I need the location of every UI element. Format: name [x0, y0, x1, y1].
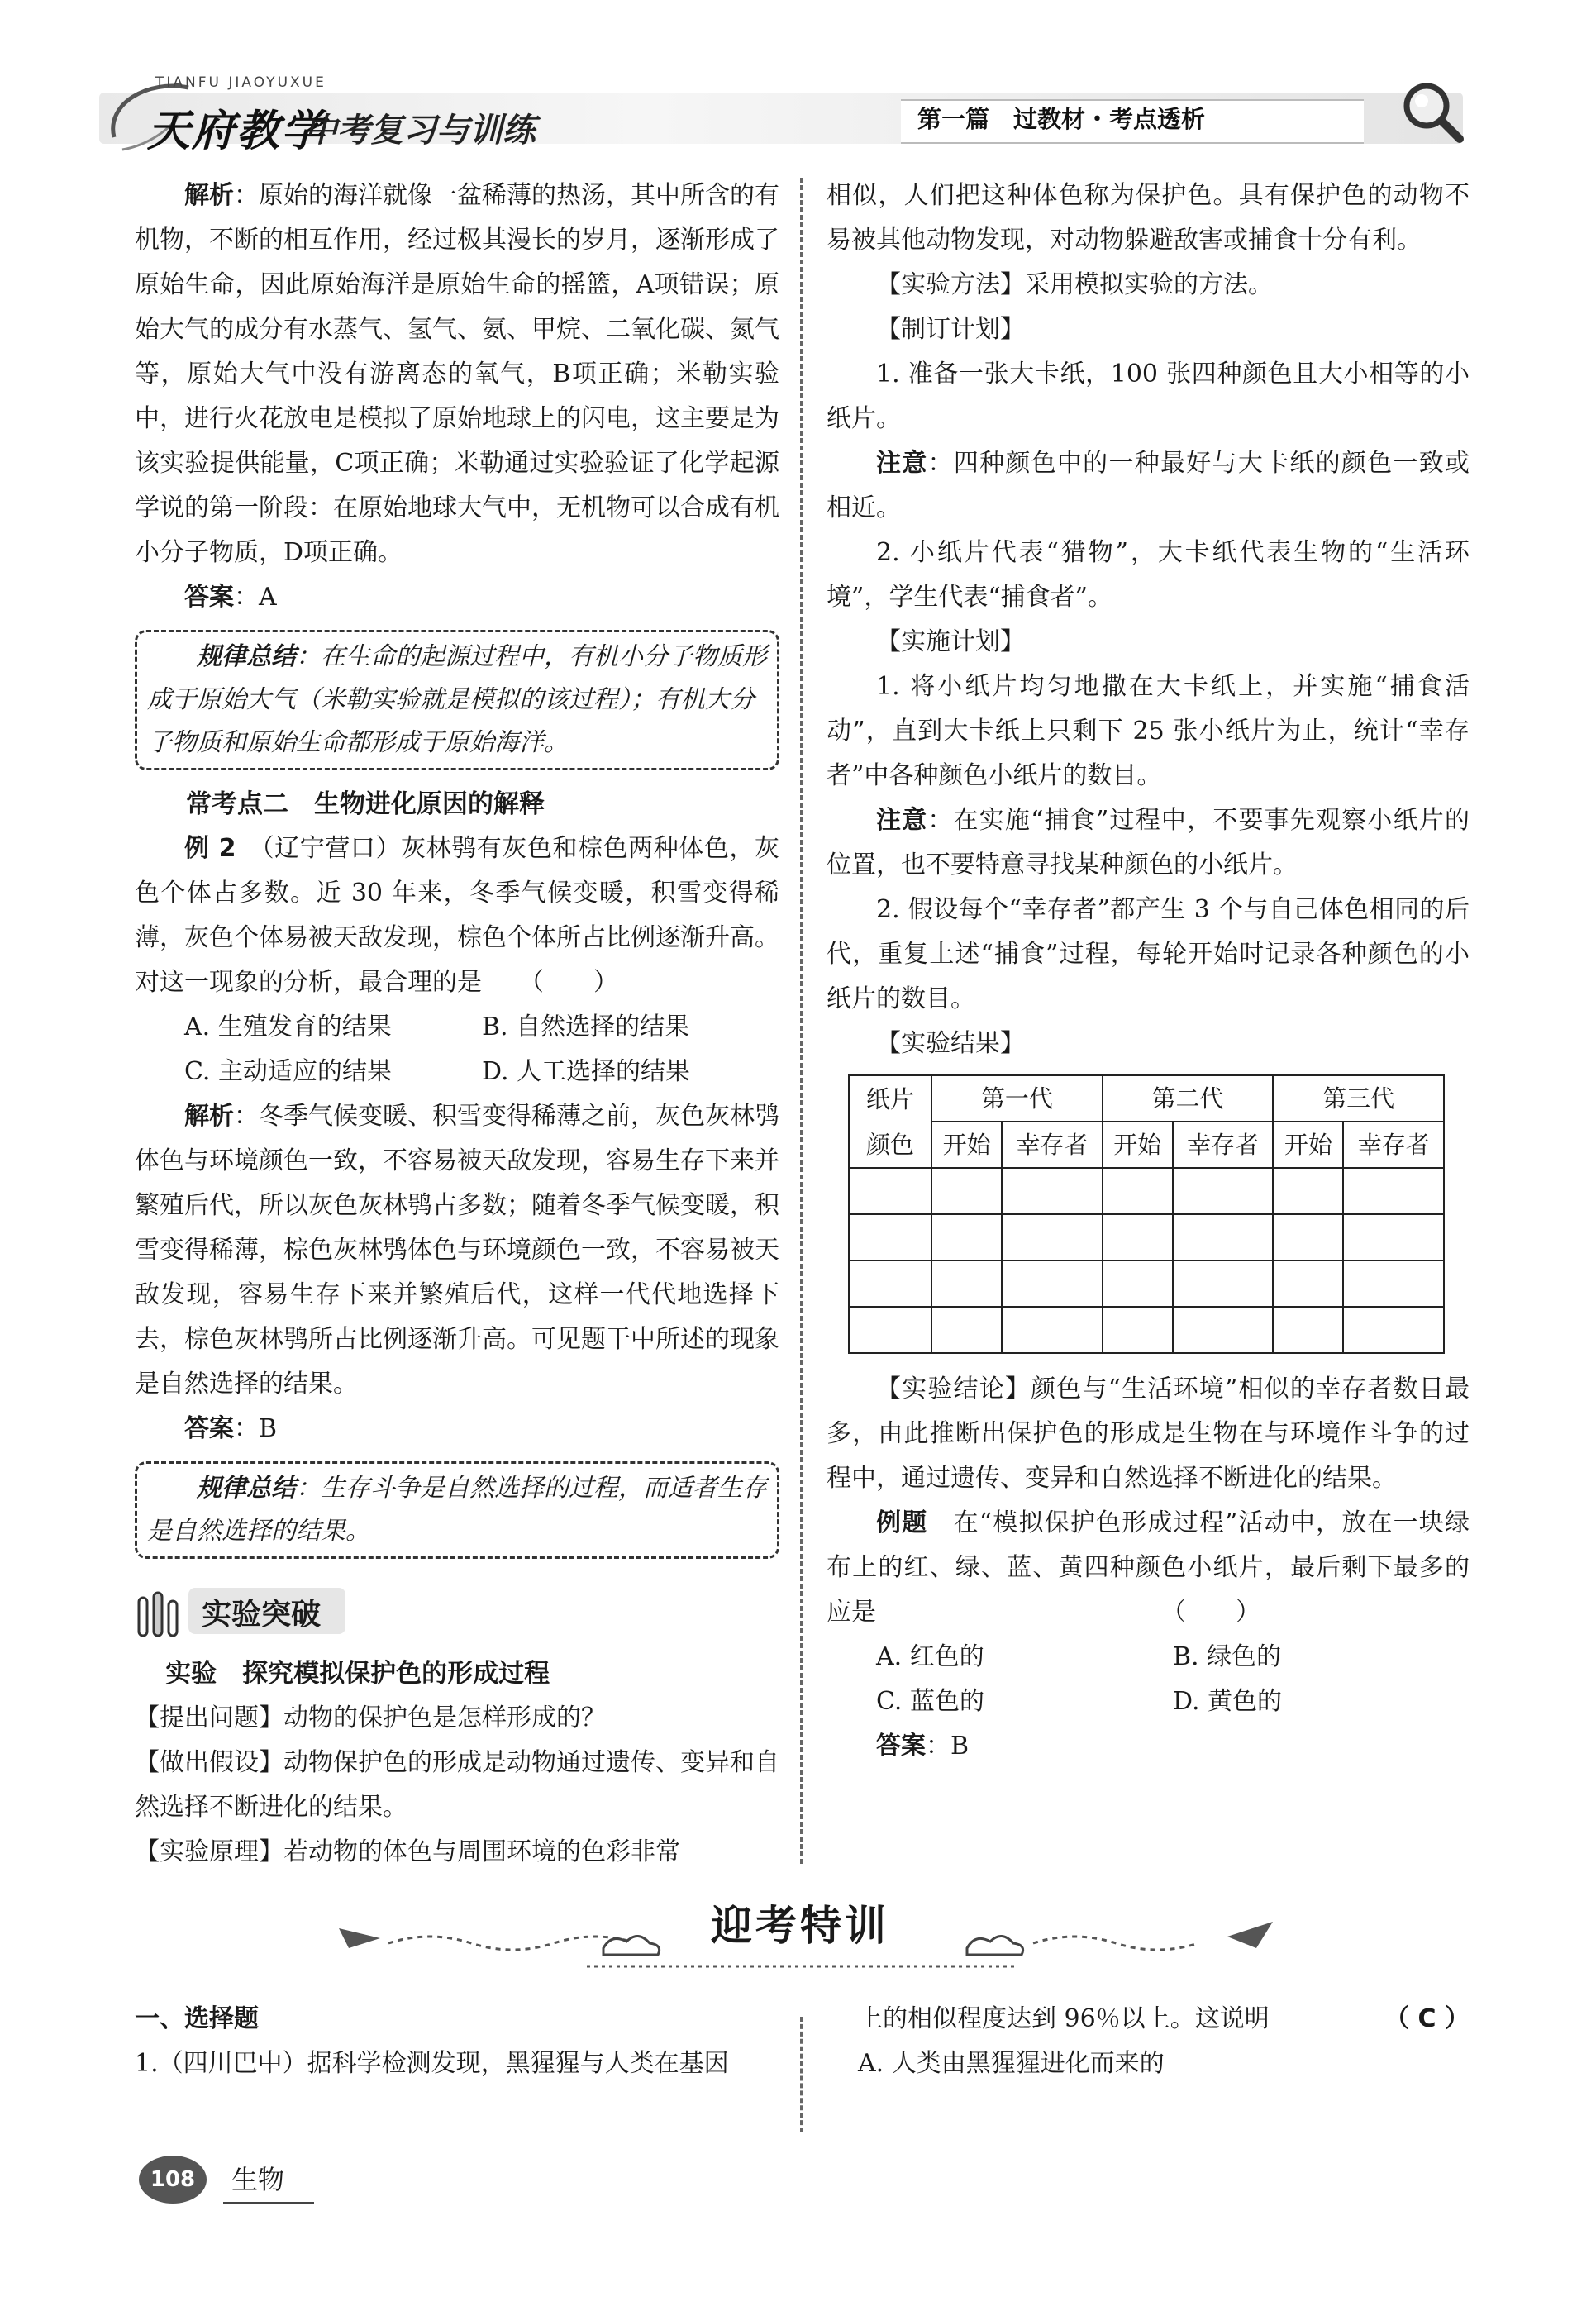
question-1-continued: 上的相似程度达到 96％以上。这说明 （ C ）	[827, 1997, 1470, 2042]
column-divider	[800, 178, 803, 1864]
example-options-row1	[827, 1635, 1470, 1680]
table-gen-2: 第二代	[1103, 1075, 1274, 1122]
training-section-title: 迎考特训	[711, 1902, 889, 1950]
rule-summary-1: 规律总结：在生命的起源过程中，有机小分子物质形成于原始大气（米勒实验就是模拟的该过程）；有机大分子物质和原始生命都形成于原始海洋。	[135, 630, 779, 770]
option-c: C. 主动适应的结果	[184, 1057, 392, 1086]
implementation-step-1: 1. 将小纸片均匀地撒在大卡纸上，并实施“捕食活动”，直到大卡纸上只剩下 25 张小纸片为止，统计“幸存者”中各种颜色小纸片的数目。	[827, 672, 1470, 790]
answer-1: 答案：A	[184, 583, 277, 612]
table-row	[849, 1214, 1444, 1260]
footer-subject: 生物	[231, 2164, 285, 2195]
implementation-step-2: 2. 假设每个“幸存者”都产生 3 个与自己体色相同的后代，重复上述“捕食”过程，每轮开始时记录各种颜色的小纸片的数目。	[827, 895, 1470, 1013]
plan-step-2: 2. 小纸片代表“猎物”，大卡纸代表生物的“生活环境”，学生代表“捕食者”。	[827, 538, 1470, 612]
option-b: B. 自然选择的结果	[482, 1013, 690, 1041]
example-2: 例 2 （辽宁营口）灰林鸮有灰色和棕色两种体色，灰色个体占多数。近 30 年来，冬季气候变暖，积雪变得稀薄，灰色个体易被天敌发现，棕色个体所占比例逐渐升高。对这一现象的分析，最合理的是 （ ）	[135, 834, 780, 997]
header-section-title: 第一篇 过教材・考点透析	[917, 105, 1206, 133]
right-column	[827, 174, 1470, 1769]
logo-pinyin: TIANFU JIAOYUXUE	[155, 74, 326, 91]
analysis-1: 解析：原始的海洋就像一盆稀薄的热汤，其中所含的有机物，不断的相互作用，经过极其漫长的岁月，逐渐形成了原始生命，因此原始海洋是原始生命的摇篮，A项错误；原始大气的成分有水蒸气、氢气、氨、甲烷、二氧化碳、氮气等，原始大气中没有游离态的氧气，B项正确；米勒实验中，进行火花放电是模拟了原始地球上的闪电，这主要是为该实验提供能量，C项正确；米勒通过实验验证了化学起源学说的第一阶段：在原始地球大气中，无机物可以合成有机小分子物质，D项正确。	[135, 181, 779, 567]
option-a: A. 红色的	[876, 1642, 984, 1671]
table-row	[849, 1260, 1444, 1307]
conclusion: 【实验结论】颜色与“生活环境”相似的幸存者数目最多，由此推断出保护色的形成是生物在与环境作斗争的过程中，通过遗传、变异和自然选择不断进化的结果。	[827, 1375, 1470, 1493]
example-2-options-row1	[135, 1005, 779, 1050]
answer-2: 答案：B	[184, 1414, 278, 1443]
option-b: B. 绿色的	[1173, 1642, 1282, 1671]
plan-heading: 【制订计划】	[876, 315, 1025, 344]
question: 【提出问题】动物的保护色是怎样形成的？	[135, 1703, 606, 1732]
example-question: 例题 在“模拟保护色形成过程”活动中，放在一块绿布上的红、绿、蓝、黄四种颜色小纸片，最后剩下最多的应是 （ ）	[827, 1508, 1470, 1627]
training-left	[135, 1997, 779, 2086]
choice-section-label: 一、选择题	[135, 2004, 259, 2033]
table-sub-survivor: 幸存者	[1343, 1122, 1444, 1168]
experiment-banner	[132, 1583, 355, 1639]
logo	[98, 71, 577, 162]
column-divider-bottom	[800, 2017, 803, 2132]
logo-main-text: 天府教学	[147, 107, 326, 156]
method: 【实验方法】采用模拟实验的方法。	[876, 270, 1273, 299]
principle-continued: 相似，人们把这种体色称为保护色。具有保护色的动物不易被其他动物发现，对动物躲避敌害或捕食十分有利。	[827, 181, 1470, 255]
footer-rule	[223, 2202, 314, 2204]
paper-plane-left-icon	[339, 1928, 380, 1948]
logo-subtitle: 中考复习与训练	[304, 112, 536, 150]
table-sub-start: 开始	[931, 1122, 1002, 1168]
left-column-experiment	[135, 1651, 779, 1875]
experiment-banner-label: 实验突破	[202, 1598, 322, 1632]
analysis-2: 解析：冬季气候变暖、积雪变得稀薄之前，灰色灰林鸮体色与环境颜色一致，不容易被天敌发现，容易生存下来并繁殖后代，所以灰色灰林鸮占多数；随着冬季气候变暖，积雪变得稀薄，棕色灰林鸮体色与环境颜色一致，不容易被天敌发现，容易生存下来并繁殖后代，这样一代代地选择下去，棕色灰林鸮所占比例逐渐升高。可见题干中所述的现象是自然选择的结果。	[135, 1102, 779, 1399]
table-gen-1: 第一代	[931, 1075, 1103, 1122]
option-a: A. 生殖发育的结果	[184, 1013, 392, 1041]
option-d: D. 黄色的	[1173, 1687, 1283, 1716]
training-right	[827, 1997, 1470, 2086]
left-column	[135, 174, 779, 1570]
rule-summary-2: 规律总结：生存斗争是自然选择的过程，而适者生存是自然选择的结果。	[135, 1461, 779, 1559]
cloud-right-icon	[967, 1936, 1023, 1955]
result-table	[848, 1074, 1445, 1354]
table-row	[849, 1168, 1444, 1214]
table-sub-start: 开始	[1273, 1122, 1343, 1168]
example-2-options-row2	[135, 1050, 779, 1094]
table-sub-survivor: 幸存者	[1002, 1122, 1102, 1168]
paper-plane-right-icon	[1227, 1922, 1273, 1948]
experiment-title: 实验 探究模拟保护色的形成过程	[165, 1659, 550, 1689]
note-1: 注意：四种颜色中的一种最好与大卡纸的颜色一致或相近。	[827, 449, 1470, 522]
page-number: 108	[139, 2156, 207, 2204]
table-gen-3: 第三代	[1273, 1075, 1444, 1122]
example-options-row2	[827, 1680, 1470, 1724]
test-tubes-icon	[132, 1589, 190, 1639]
result-heading: 【实验结果】	[876, 1029, 1025, 1058]
table-corner-bottom: 颜色	[849, 1122, 931, 1168]
table-sub-survivor: 幸存者	[1173, 1122, 1273, 1168]
magnifier-icon	[1397, 76, 1466, 145]
implementation-heading: 【实施计划】	[876, 627, 1025, 656]
table-corner-top: 纸片	[849, 1075, 931, 1122]
question-1-option-a: A. 人类由黑猩猩进化而来的	[858, 2049, 1165, 2078]
table-sub-start: 开始	[1103, 1122, 1173, 1168]
key-point-2-title: 常考点二 生物进化原因的解释	[186, 789, 545, 819]
table-row	[849, 1307, 1444, 1353]
principle: 【实验原理】若动物的体色与周围环境的色彩非常	[135, 1837, 680, 1866]
option-d: D. 人工选择的结果	[482, 1057, 691, 1086]
question-1-answer: （ C ）	[1384, 2004, 1470, 2033]
hypothesis: 【做出假设】动物保护色的形成是动物通过遗传、变异和自然选择不断进化的结果。	[135, 1748, 779, 1822]
option-c: C. 蓝色的	[876, 1687, 984, 1716]
cloud-left-icon	[603, 1936, 660, 1955]
note-2: 注意：在实施“捕食”过程中，不要事先观察小纸片的位置，也不要特意寻找某种颜色的小纸片。	[827, 806, 1470, 879]
question-1: 1.（四川巴中）据科学检测发现，黑猩猩与人类在基因	[135, 2049, 729, 2078]
plan-step-1: 1. 准备一张大卡纸，100 张四种颜色且大小相等的小纸片。	[827, 360, 1470, 433]
example-answer: 答案：B	[876, 1732, 970, 1761]
